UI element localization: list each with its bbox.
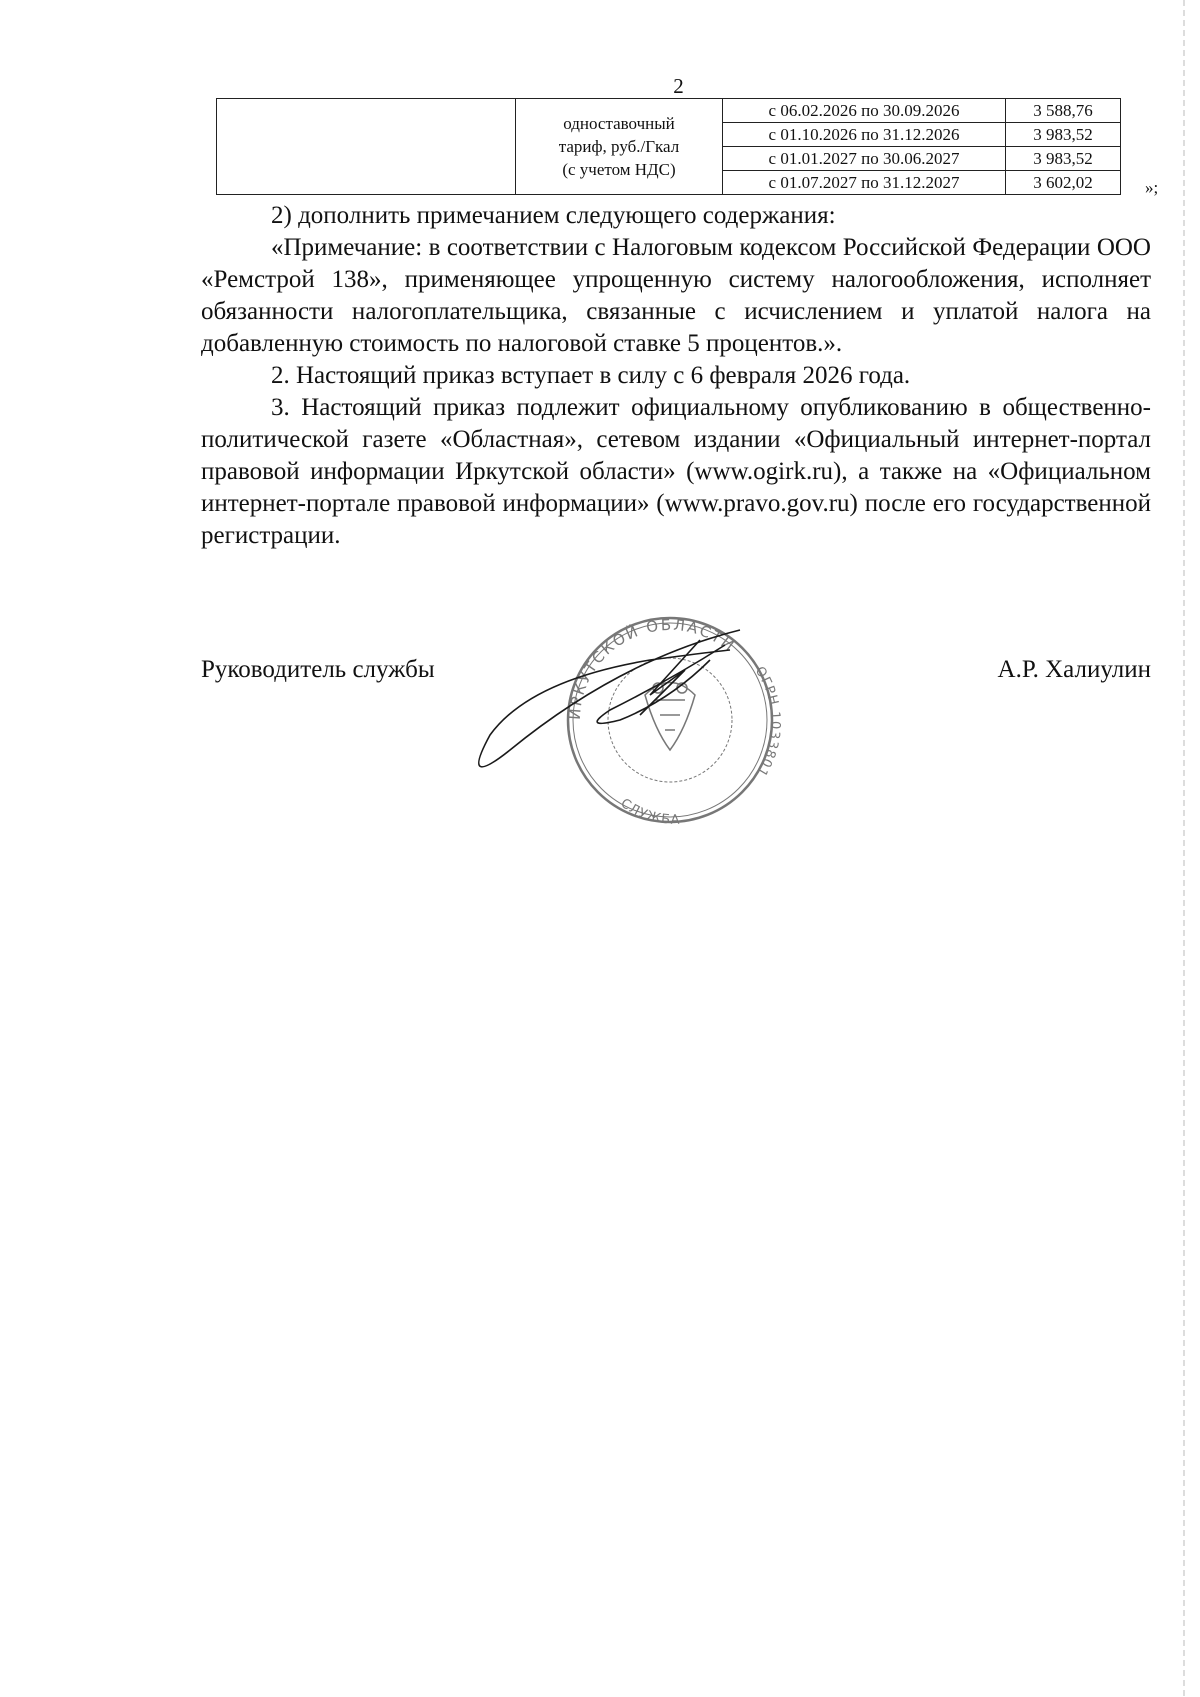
official-seal [470,600,800,840]
seal-and-signature-graphic [470,600,800,840]
paragraph-note: «Примечание: в соответствии с Налоговым кодексом Российской Федерации ООО «Ремстрой 138», применяющее упрощенную систему налогообложения, исполняет обязанности налогоплательщика, связанные с исчислением и уплатой налога на добавленную стоимость по налоговой ставке 5 процентов.». [201,234,1151,357]
signatory-title: Руководитель службы [201,656,435,683]
seal-stamp [470,600,783,828]
paragraph-publication: 3. Настоящий приказ подлежит официальному опубликованию в общественно-политической газете «Областная», сетевом издании «Официальный интернет-портал правовой информации Иркутской области» (www.ogirk.ru), а также на «Официальном интернет-портале правовой информации» (www.pravo.gov.ru) после его государственной регистрации. [201,394,1151,549]
seal-registration-number: ОГРН 1033801 [751,664,783,780]
value-cell: 3 602,02 [1006,171,1121,195]
page-number: 2 [673,74,684,98]
paragraph-amendment-intro: 2) дополнить примечанием следующего содержания: [271,202,836,229]
table-row [217,99,1121,123]
seal-bottom-text: СЛУЖБА [617,796,681,828]
table-closing-quote: »; [1145,178,1159,197]
scan-edge-marks [1183,0,1185,1697]
value-cell: 3 983,52 [1006,123,1121,147]
period-cell: с 01.07.2027 по 31.12.2027 [723,171,1006,195]
period-cell: с 06.02.2026 по 30.09.2026 [723,99,1006,123]
tariff-description-line: тариф, руб./Гкал [558,137,680,156]
tariff-description-line: (с учетом НДС) [562,160,676,179]
signatory-name: А.Р. Халиулин [997,656,1151,683]
period-cell: с 01.01.2027 по 30.06.2027 [723,147,1006,171]
value-cell: 3 983,52 [1006,147,1121,171]
empty-cell [217,99,516,195]
tariff-description-cell [516,99,723,195]
period-cell: с 01.10.2026 по 31.12.2026 [723,123,1006,147]
paragraph-effective-date: 2. Настоящий приказ вступает в силу с 6 февраля 2026 года. [271,362,911,389]
tariff-description-line: одноставочный [563,114,675,133]
value-cell: 3 588,76 [1006,99,1121,123]
document-body [201,200,1151,552]
tariff-table [216,98,1121,195]
seal-top-text: ИРКУТСКОЙ ОБЛАСТИ [565,615,739,721]
